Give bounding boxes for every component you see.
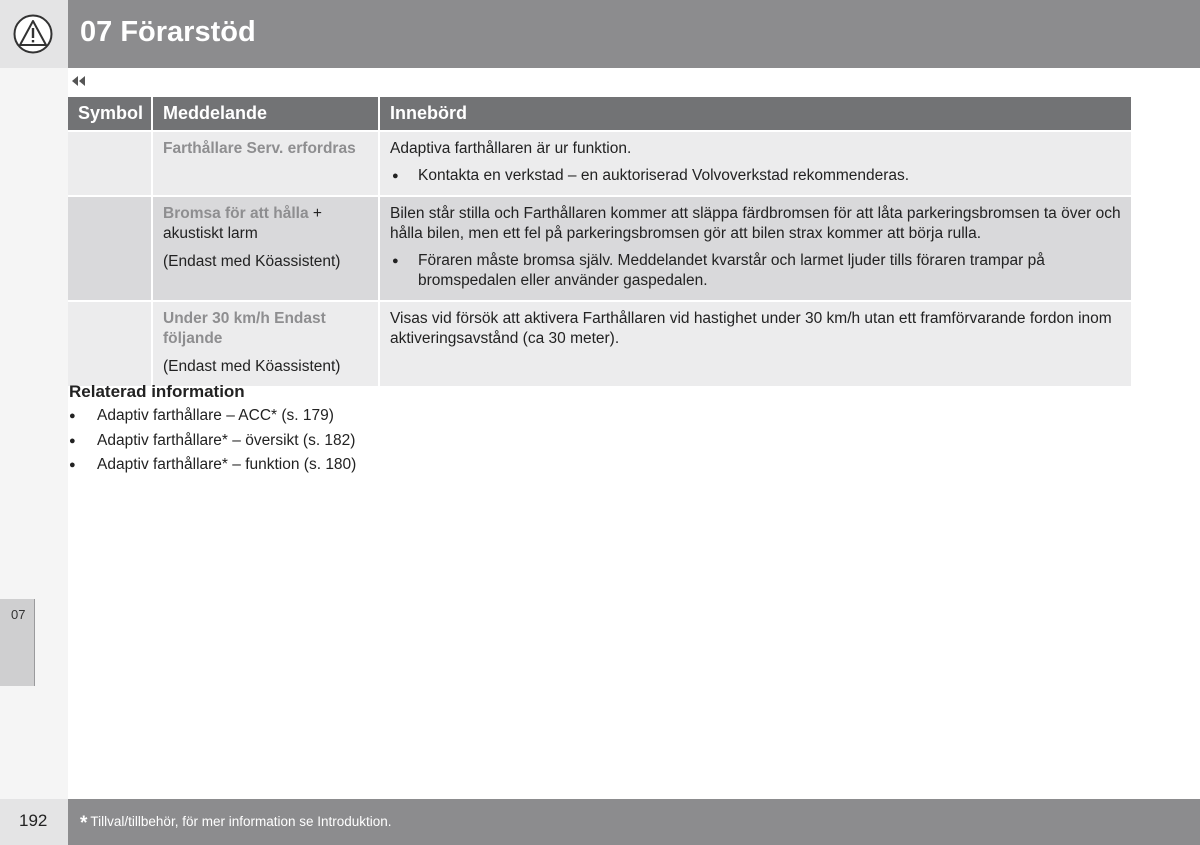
meaning-text: Adaptiva farthållaren är ur funktion. [390, 140, 632, 157]
back-arrows-icon[interactable] [70, 75, 86, 87]
table-row [68, 196, 1131, 301]
related-information [69, 382, 356, 478]
header-icon-area [0, 0, 68, 68]
left-margin [0, 68, 68, 799]
message-note: (Endast med Köassistent) [163, 253, 341, 270]
message-cell [152, 196, 379, 301]
meaning-bullet: ● Kontakta en verkstad – en auktoriserad Volvoverkstad rekommenderas. [390, 166, 1121, 186]
message-suffix: + akustiskt larm [163, 205, 322, 242]
column-header-meaning: Innebörd [379, 97, 1131, 131]
table-header-row [68, 97, 1131, 131]
message-cell [152, 131, 379, 196]
message-cell [152, 301, 379, 387]
symbol-cell [68, 131, 152, 196]
column-header-message: Meddelande [152, 97, 379, 131]
message-table [68, 97, 1131, 388]
message-name: Bromsa för att hålla [163, 205, 309, 222]
related-link[interactable]: ● Adaptiv farthållare – ACC* (s. 179) [69, 404, 356, 429]
meaning-cell [379, 196, 1131, 301]
chapter-tab[interactable] [0, 599, 35, 686]
related-link[interactable]: ● Adaptiv farthållare* – översikt (s. 182) [69, 429, 356, 454]
warning-triangle-icon [13, 14, 53, 54]
message-note: (Endast med Köassistent) [163, 358, 341, 375]
page-header [0, 0, 1200, 68]
meaning-text: Bilen står stilla och Farthållaren kommer att släppa färdbromsen för att låta parkeringsbromsen ta över och hålla bilen, men ett fel på parkeringsbromsen gör att bilen strax kommer att börja rulla. [390, 205, 1121, 242]
table-row [68, 301, 1131, 387]
table-row [68, 131, 1131, 196]
footnote-star: * [80, 813, 88, 834]
symbol-cell [68, 301, 152, 387]
chapter-title: 07 Förarstöd [80, 16, 256, 48]
meaning-text: Visas vid försök att aktivera Farthållaren vid hastighet under 30 km/h utan ett framförvarande fordon inom aktiveringsavstånd (ca 30 meter). [390, 310, 1112, 347]
related-link[interactable]: ● Adaptiv farthållare* – funktion (s. 180) [69, 453, 356, 478]
page-number: 192 [19, 811, 48, 830]
footnote [80, 813, 392, 835]
symbol-cell [68, 196, 152, 301]
meaning-cell [379, 301, 1131, 387]
message-name: Farthållare Serv. erfordras [163, 140, 356, 157]
footnote-text: Tillval/tillbehör, för mer information se Introduktion. [90, 814, 392, 829]
message-name: Under 30 km/h Endast följande [163, 310, 326, 347]
chapter-tab-label: 07 [11, 607, 26, 622]
related-title: Relaterad information [69, 382, 245, 401]
column-header-symbol: Symbol [68, 97, 152, 131]
meaning-cell [379, 131, 1131, 196]
meaning-bullet: ● Föraren måste bromsa själv. Meddelandet kvarstår och larmet ljuder tills föraren trampar på bromspedalen eller använder gaspedalen. [390, 251, 1121, 291]
